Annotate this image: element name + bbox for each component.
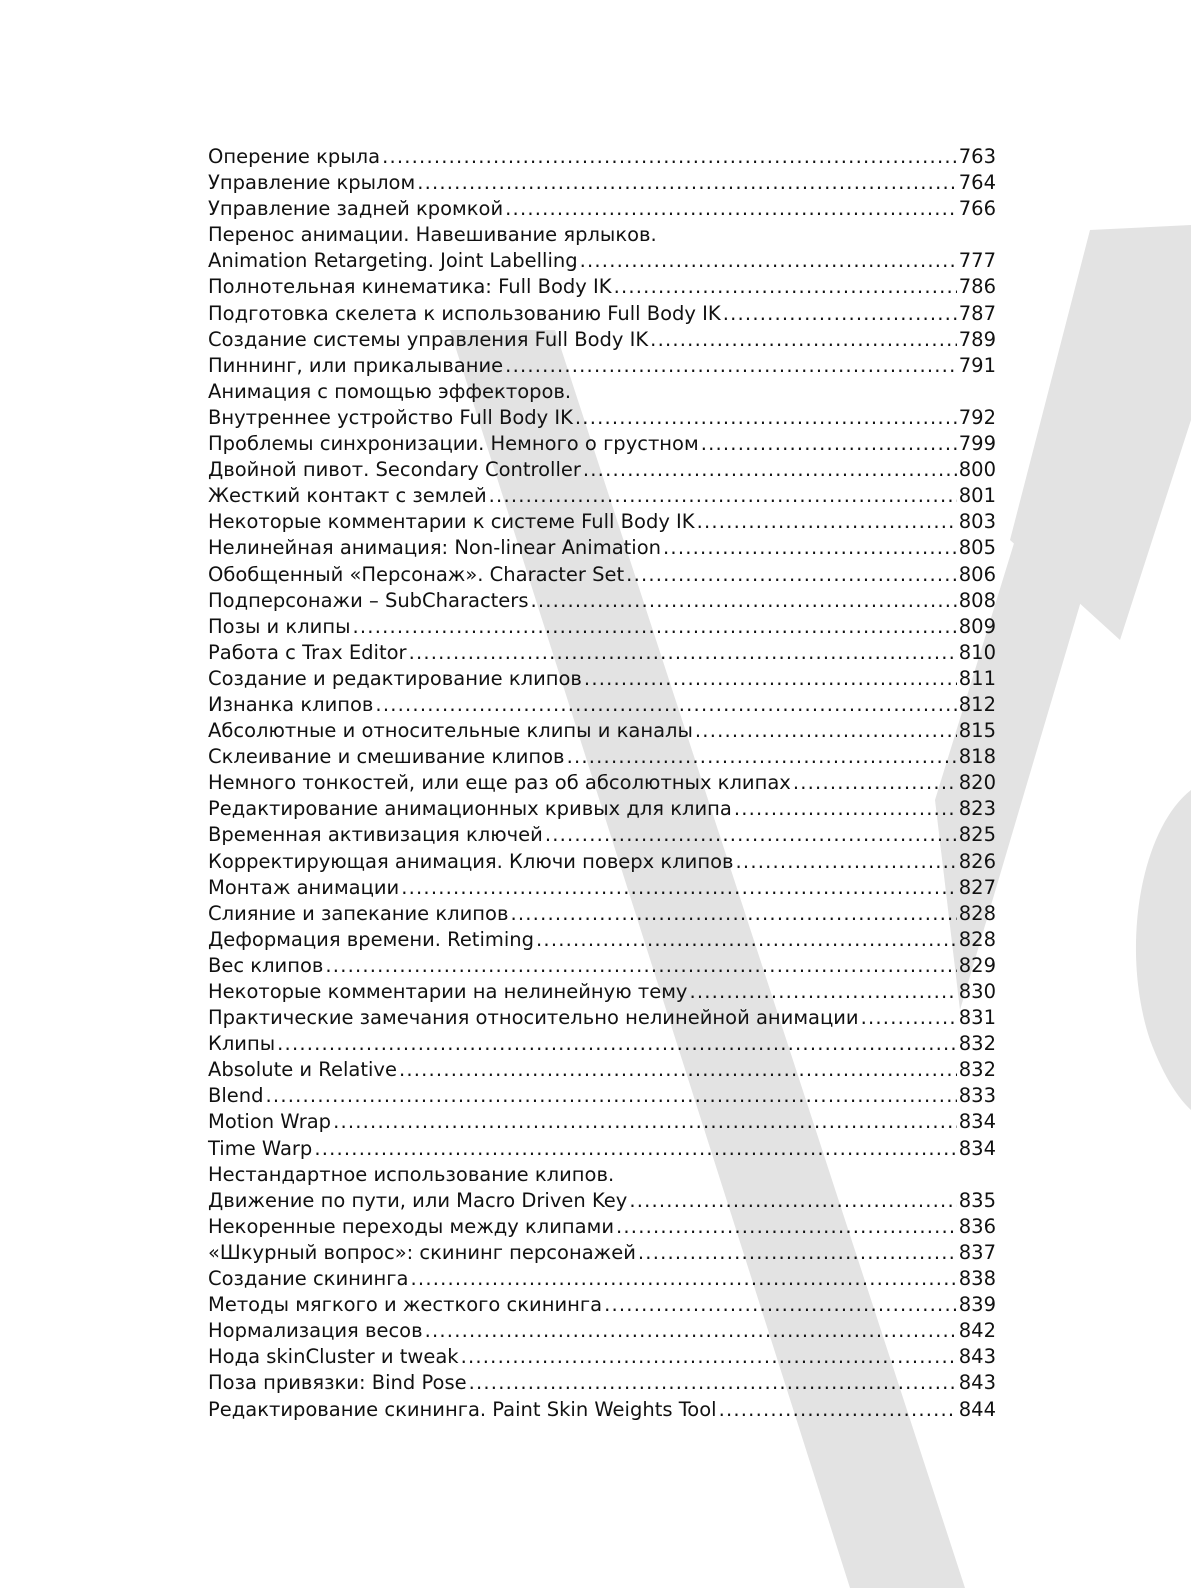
toc-leader-dots [382,144,957,170]
toc-leader-dots [736,849,957,875]
toc-entry-title: Animation Retargeting. Joint Labelling [208,249,578,273]
toc-entry-page-number: 792 [958,405,996,429]
toc-entry [208,1214,996,1240]
toc-entry-title: Движение по пути, или Macro Driven Key [208,1188,628,1212]
toc-entry-page-number: 836 [958,1214,996,1238]
toc-entry-page-number: 832 [958,1058,996,1082]
toc-entry-title: Пиннинг, или прикалывание [208,353,504,377]
toc-entry-title: Временная активизация ключей [208,823,543,847]
toc-entry [208,327,996,353]
toc-entry-page-number: 766 [958,197,996,221]
toc-entry [208,718,996,744]
toc-entry [208,1162,996,1188]
toc-entry [208,353,996,379]
toc-entry-page-number: 820 [958,771,996,795]
toc-entry-page-number: 833 [958,1084,996,1108]
toc-entry [208,614,996,640]
toc-entry-page-number: 805 [958,536,996,560]
toc-entry [208,1266,996,1292]
toc-entry-title: Управление задней кромкой [208,197,504,221]
toc-entry-title: Создание скининга [208,1267,409,1291]
toc-entry-title: Анимация с помощью эффекторов. [208,379,572,403]
toc-entry-title: Корректирующая анимация. Ключи поверх клипов [208,849,734,873]
toc-entry [208,483,996,509]
toc-entry [208,744,996,770]
toc-entry-title: Склеивание и смешивание клипов [208,745,565,769]
toc-leader-dots [425,1318,957,1344]
toc-entry-page-number: 837 [958,1240,996,1264]
toc-entry [208,509,996,535]
toc-entry [208,901,996,927]
toc-entry [208,1397,996,1423]
toc-entry-title: Вес клипов [208,953,324,977]
toc-entry-title: Монтаж анимации [208,875,400,899]
toc-entry [208,248,996,274]
toc-entry [208,222,996,248]
toc-entry-title: Методы мягкого и жесткого скининга [208,1293,603,1317]
toc-entry [208,1370,996,1396]
toc-entry-title: Полнотельная кинематика: Full Body IK [208,275,612,299]
toc-entry [208,1240,996,1266]
toc-leader-dots [399,1057,957,1083]
toc-leader-dots [719,1397,957,1423]
toc-leader-dots [505,196,957,222]
toc-entry [208,640,996,666]
toc-entry-page-number: 843 [958,1371,996,1395]
toc-entry-title: Некоторые комментарии на нелинейную тему [208,980,688,1003]
toc-entry-title: Time Warp [208,1136,313,1160]
toc-entry-title: Motion Wrap [208,1110,332,1134]
toc-entry [208,274,996,300]
toc-entry-page-number: 812 [958,692,996,716]
toc-leader-dots [325,953,956,979]
toc-leader-dots [505,353,957,379]
toc-leader-dots [489,483,957,509]
toc-entry-page-number: 828 [958,927,996,951]
toc-leader-dots [723,301,957,327]
toc-entry [208,849,996,875]
toc-entry-page-number: 801 [958,484,996,508]
toc-entry-page-number: 823 [958,797,996,821]
toc-leader-dots [604,1292,957,1318]
toc-entry [208,875,996,901]
toc-entry-page-number: 763 [958,145,996,168]
toc-entry [208,1031,996,1057]
toc-entry [208,431,996,457]
toc-leader-dots [545,822,957,848]
toc-leader-dots [650,327,957,353]
toc-entry-title: Клипы [208,1032,276,1056]
toc-entry [208,953,996,979]
toc-entry [208,692,996,718]
toc-entry [208,457,996,483]
toc-entry-title: Абсолютные и относительные клипы и каналы [208,719,693,743]
toc-entry [208,379,996,405]
toc-entry-page-number: 829 [958,953,996,977]
toc-entry-title: Немного тонкостей, или еще раз об абсолютных клипах [208,771,791,795]
toc-entry-page-number: 834 [958,1110,996,1134]
toc-leader-dots [695,718,957,744]
toc-entry-title: Создание системы управления Full Body IK [208,327,649,351]
toc-entry-page-number: 803 [958,510,996,534]
toc-entry-title: Некоренные переходы между клипами [208,1214,614,1238]
toc-leader-dots [734,796,957,822]
toc-entry-page-number: 810 [958,640,996,664]
toc-entry-page-number: 800 [958,458,996,482]
toc-entry-title: Проблемы синхронизации. Немного о грустном [208,432,699,456]
toc-entry-title: Нелинейная анимация: Non-linear Animation [208,536,662,560]
toc-entry-page-number: 827 [958,875,996,899]
toc-leader-dots [510,901,956,927]
toc-entry-page-number: 818 [958,745,996,769]
toc-entry-page-number: 811 [958,666,996,690]
toc-entry-page-number: 806 [958,562,996,586]
table-of-contents [208,144,996,1423]
toc-entry-title: Absolute и Relative [208,1058,397,1082]
toc-leader-dots [401,875,957,901]
toc-entry-page-number: 831 [958,1006,996,1030]
toc-entry-page-number: 834 [958,1136,996,1160]
toc-leader-dots [469,1370,957,1396]
toc-leader-dots [614,274,957,300]
toc-leader-dots [314,1136,956,1162]
toc-entry-title: Некоторые комментарии к системе Full Body IK [208,510,695,534]
toc-leader-dots [409,640,957,666]
toc-entry-title: Оперение крыла [208,145,381,168]
toc-entry-page-number: 839 [958,1293,996,1317]
toc-entry-page-number: 799 [958,432,996,456]
toc-entry [208,170,996,196]
toc-leader-dots [567,744,957,770]
toc-entry-page-number: 786 [958,275,996,299]
toc-leader-dots [638,1240,957,1266]
toc-leader-dots [584,666,957,692]
toc-entry-title: Работа с Trax Editor [208,640,407,664]
toc-entry-title: Blend [208,1084,264,1108]
toc-entry [208,1292,996,1318]
toc-leader-dots [663,535,957,561]
toc-leader-dots [277,1031,957,1057]
toc-entry-page-number: 789 [958,327,996,351]
toc-entry [208,144,996,170]
toc-entry-title: Нормализация весов [208,1319,423,1343]
toc-entry [208,796,996,822]
toc-entry [208,1344,996,1370]
toc-entry-title: Обобщенный «Персонаж». Character Set [208,562,625,586]
toc-leader-dots [375,692,956,718]
toc-entry-page-number: 777 [958,249,996,273]
toc-entry-title: Изнанка клипов [208,692,374,716]
toc-entry-page-number: 835 [958,1188,996,1212]
toc-entry [208,1005,996,1031]
toc-entry [208,1318,996,1344]
toc-entry-title: Жесткий контакт с землей [208,484,487,508]
toc-leader-dots [697,509,957,535]
toc-leader-dots [353,614,957,640]
toc-entry-title: Подготовка скелета к использованию Full Body IK [208,301,721,325]
toc-entry [208,1188,996,1214]
toc-entry-page-number: 844 [958,1397,996,1421]
toc-entry-page-number: 830 [958,980,996,1003]
toc-entry-page-number: 842 [958,1319,996,1343]
toc-leader-dots [793,770,957,796]
toc-leader-dots [530,588,956,614]
toc-entry-title: Нода skinCluster и tweak [208,1345,459,1369]
toc-leader-dots [689,979,956,1005]
toc-leader-dots [411,1266,957,1292]
toc-entry-title: Нестандартное использование клипов. [208,1162,615,1186]
toc-entry-title: Поза привязки: Bind Pose [208,1371,467,1395]
toc-leader-dots [861,1005,957,1031]
toc-leader-dots [629,1188,956,1214]
toc-entry-page-number: 828 [958,901,996,925]
toc-entry-title: Управление крылом [208,171,416,195]
toc-entry [208,1083,996,1109]
toc-entry-title: Подперсонажи – SubCharacters [208,588,529,612]
toc-entry-title: «Шкурный вопрос»: скининг персонажей [208,1240,636,1264]
toc-entry [208,927,996,953]
toc-entry [208,535,996,561]
toc-entry-page-number: 809 [958,614,996,638]
toc-leader-dots [583,457,957,483]
toc-entry-title: Создание и редактирование клипов [208,666,582,690]
toc-entry-page-number: 764 [958,171,996,195]
toc-entry-title: Практические замечания относительно нелинейной анимации [208,1006,859,1030]
toc-entry-page-number: 826 [958,849,996,873]
toc-leader-dots [701,431,957,457]
toc-entry [208,562,996,588]
toc-entry-page-number: 791 [958,353,996,377]
toc-entry-page-number: 838 [958,1267,996,1291]
toc-entry [208,979,996,1005]
toc-entry [208,1136,996,1162]
toc-entry [208,405,996,431]
toc-leader-dots [575,405,957,431]
toc-entry-title: Слияние и запекание клипов [208,901,509,925]
toc-leader-dots [417,170,957,196]
toc-entry-page-number: 808 [958,588,996,612]
toc-leader-dots [266,1083,957,1109]
toc-leader-dots [626,562,957,588]
toc-entry-title: Перенос анимации. Навешивание ярлыков. [208,223,657,247]
toc-entry [208,770,996,796]
toc-leader-dots [616,1214,957,1240]
toc-entry-title: Позы и клипы [208,614,351,638]
toc-entry [208,301,996,327]
toc-entry [208,196,996,222]
toc-leader-dots [461,1344,957,1370]
toc-leader-dots [536,927,957,953]
toc-entry-title: Деформация времени. Retiming [208,927,535,951]
toc-entry-title: Двойной пивот. Secondary Controller [208,458,581,482]
toc-entry [208,1109,996,1135]
toc-entry-page-number: 843 [958,1345,996,1369]
toc-entry-title: Внутреннее устройство Full Body IK [208,405,573,429]
toc-entry-title: Редактирование скининга. Paint Skin Weights Tool [208,1397,717,1421]
toc-entry [208,666,996,692]
toc-leader-dots [580,248,957,274]
watermark-arc [1136,790,1191,1110]
toc-entry [208,588,996,614]
toc-entry-page-number: 787 [958,301,996,325]
toc-entry-title: Редактирование анимационных кривых для клипа [208,797,732,821]
toc-entry [208,822,996,848]
toc-entry [208,1057,996,1083]
toc-entry-page-number: 825 [958,823,996,847]
toc-entry-page-number: 832 [958,1032,996,1056]
toc-leader-dots [333,1109,957,1135]
toc-entry-page-number: 815 [958,719,996,743]
